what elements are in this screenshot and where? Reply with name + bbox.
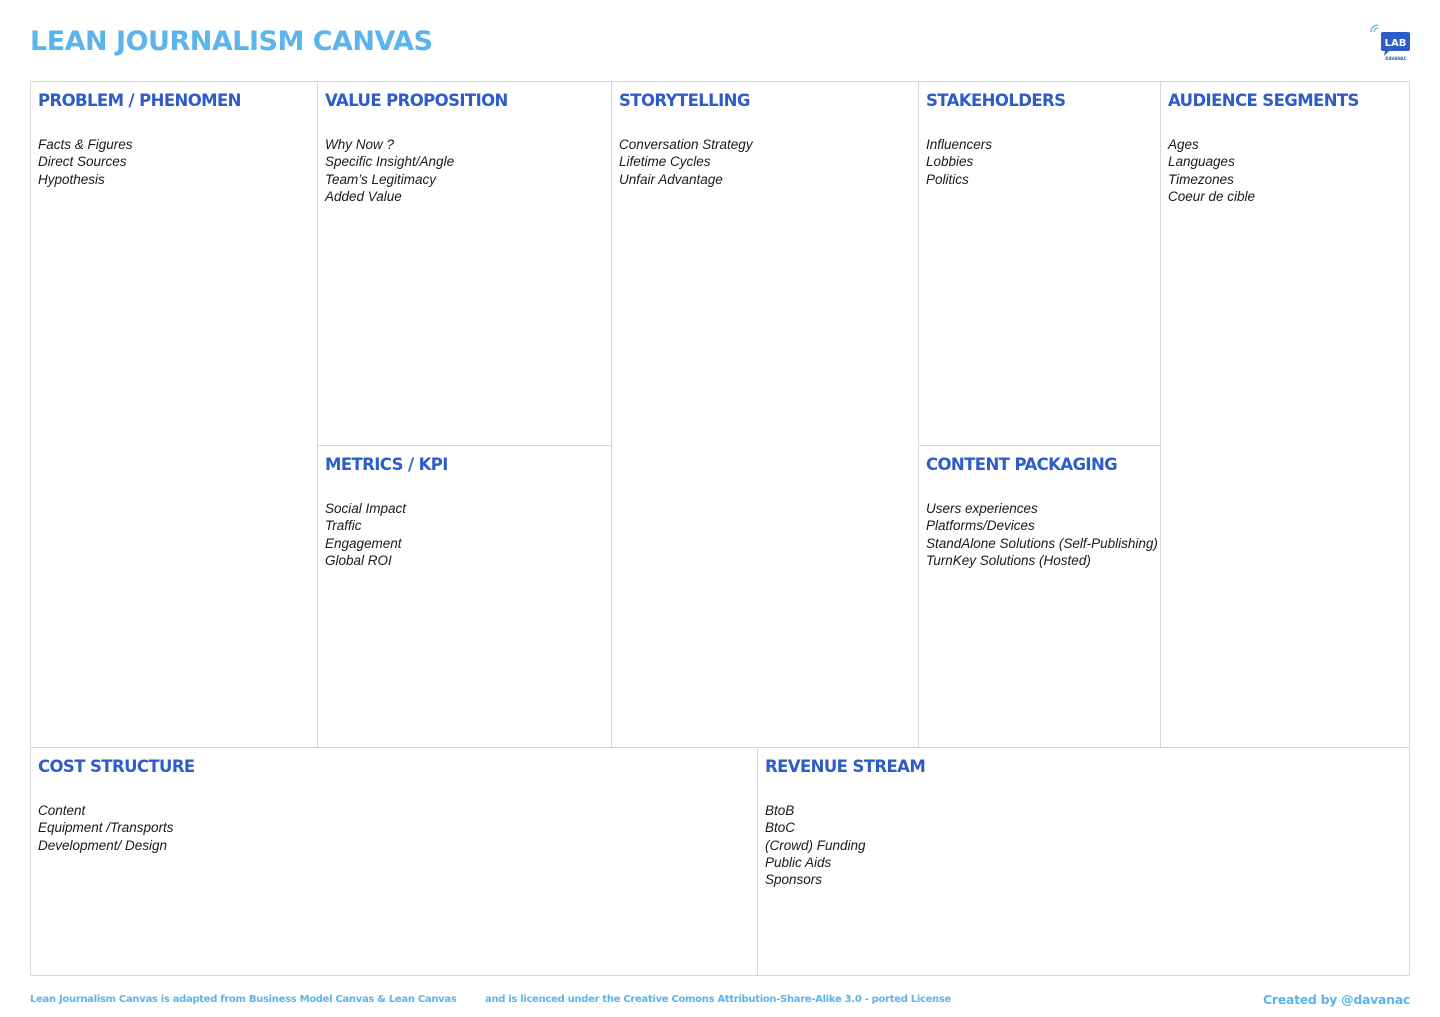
section-storytelling (612, 82, 919, 748)
list-item: Platforms/Devices (926, 518, 1035, 534)
section-cost-structure (31, 748, 758, 975)
section-items (1168, 136, 1402, 205)
list-item: Lobbies (926, 154, 974, 170)
section-title: COST STRUCTURE (38, 757, 195, 776)
list-item: Why Now ? (325, 137, 395, 152)
list-item: (Crowd) Funding (765, 837, 866, 853)
section-items (38, 136, 310, 188)
list-item: Direct Sources (38, 154, 127, 170)
list-item: Content (38, 803, 86, 818)
section-title: REVENUE STREAM (765, 757, 926, 776)
signal-icon (1371, 25, 1378, 32)
section-metrics (318, 446, 612, 748)
section-title: STORYTELLING (619, 91, 750, 110)
footer-credit: Created by @davanac (1263, 992, 1410, 1007)
section-stakeholders (919, 82, 1161, 446)
logo-subtext: DAVANAC (1385, 56, 1407, 61)
section-content-packaging (919, 446, 1161, 748)
section-title: CONTENT PACKAGING (926, 455, 1118, 474)
logo-text: LAB (1384, 38, 1407, 49)
list-item: Team’s Legitimacy (325, 171, 437, 187)
list-item: Hypothesis (38, 171, 105, 187)
section-items (926, 136, 1153, 188)
list-item: Conversation Strategy (619, 137, 753, 152)
section-items (926, 500, 1158, 569)
list-item: Politics (926, 171, 969, 187)
list-item: StandAlone Solutions (Self-Publishing) (926, 535, 1158, 551)
list-item: Specific Insight/Angle (325, 154, 455, 170)
list-item: Unfair Advantage (619, 171, 723, 187)
list-item: Development/ Design (38, 837, 168, 853)
footer-license: and is licenced under the Creative Comons Attribution-Share-Alike 3.0 - ported License (485, 994, 952, 1005)
list-item: Users experiences (926, 501, 1038, 516)
section-audience-segments (1161, 82, 1409, 748)
section-items (765, 802, 1402, 888)
section-value-proposition (318, 82, 612, 446)
list-item: Global ROI (325, 552, 392, 568)
list-item: BtoB (765, 803, 795, 818)
page-title: LEAN JOURNALISM CANVAS (30, 26, 433, 57)
list-item: TurnKey Solutions (Hosted) (926, 552, 1091, 568)
section-items (38, 802, 750, 854)
list-item: Influencers (926, 137, 993, 152)
section-problem (31, 82, 318, 748)
section-title: PROBLEM / PHENOMEN (38, 91, 241, 110)
section-title: STAKEHOLDERS (926, 91, 1066, 110)
list-item: Timezones (1168, 171, 1234, 187)
section-items (619, 136, 911, 188)
section-title: VALUE PROPOSITION (325, 91, 508, 110)
section-items (325, 500, 604, 569)
list-item: Lifetime Cycles (619, 154, 711, 170)
section-items (325, 136, 604, 205)
list-item: Languages (1168, 154, 1235, 170)
list-item: Social Impact (325, 501, 407, 516)
list-item: Engagement (325, 535, 402, 551)
list-item: Facts & Figures (38, 137, 133, 152)
list-item: Public Aids (765, 854, 832, 870)
section-title: AUDIENCE SEGMENTS (1168, 91, 1359, 110)
list-item: Added Value (325, 188, 402, 204)
list-item: Ages (1168, 137, 1199, 152)
list-item: Coeur de cible (1168, 188, 1256, 204)
list-item: Equipment /Transports (38, 820, 174, 836)
list-item: BtoC (765, 820, 796, 836)
footer-attribution: Lean Journalism Canvas is adapted from Business Model Canvas & Lean Canvas (30, 994, 457, 1005)
list-item: Sponsors (765, 872, 823, 888)
lab-logo (1368, 22, 1412, 62)
section-revenue-stream (758, 748, 1409, 975)
list-item: Traffic (325, 518, 362, 534)
section-title: METRICS / KPI (325, 455, 448, 474)
canvas-grid (30, 81, 1410, 976)
